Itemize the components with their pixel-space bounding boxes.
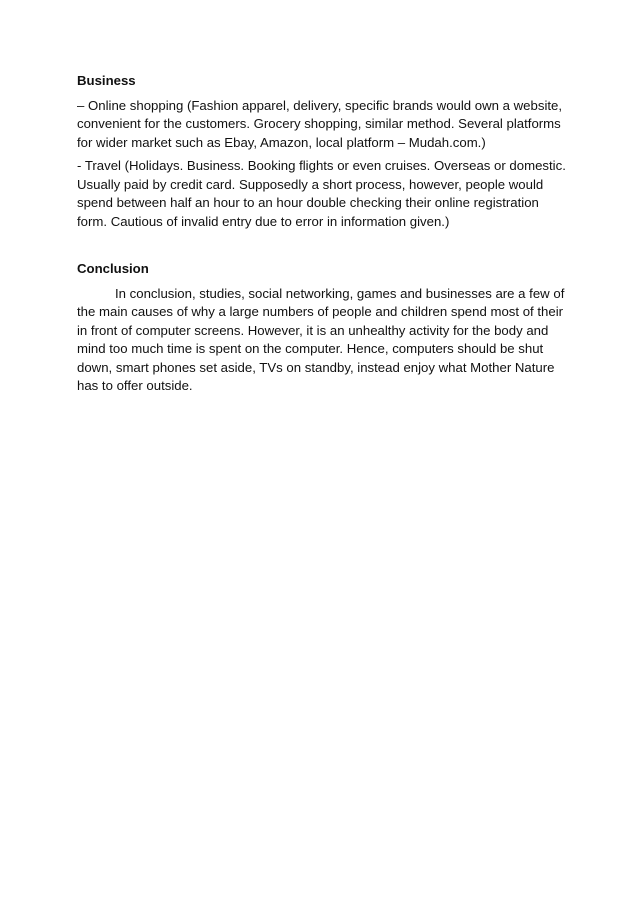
document-content [77,72,567,401]
business-paragraph-travel: - Travel (Holidays. Business. Booking flights or even cruises. Overseas or domestic. Usually paid by credit card. Supposedly a short process, however, people would spend between half an hour to an hour double checking their online registration form. Cautious of invalid entry due to error in information given.) [77,158,566,229]
section-spacer [77,236,567,260]
conclusion-heading: Conclusion [77,261,149,276]
conclusion-paragraph: In conclusion, studies, social networking, games and businesses are a few of the main causes of why a large numbers of people and children spend most of their in front of computer screens. However, it is an unhealthy activity for the body and mind too much time is spent on the computer. Hence, computers should be shut down, smart phones set aside, TVs on standby, instead enjoy what Mother Nature has to offer outside. [77,285,565,393]
business-heading: Business [77,73,136,88]
business-paragraph-online-shopping: – Online shopping (Fashion apparel, delivery, specific brands would own a website, convenient for the customers. Grocery shopping, similar method. Several platforms for wider market such as Ebay, Amazon, local platform – Mudah.com.) [77,97,563,150]
